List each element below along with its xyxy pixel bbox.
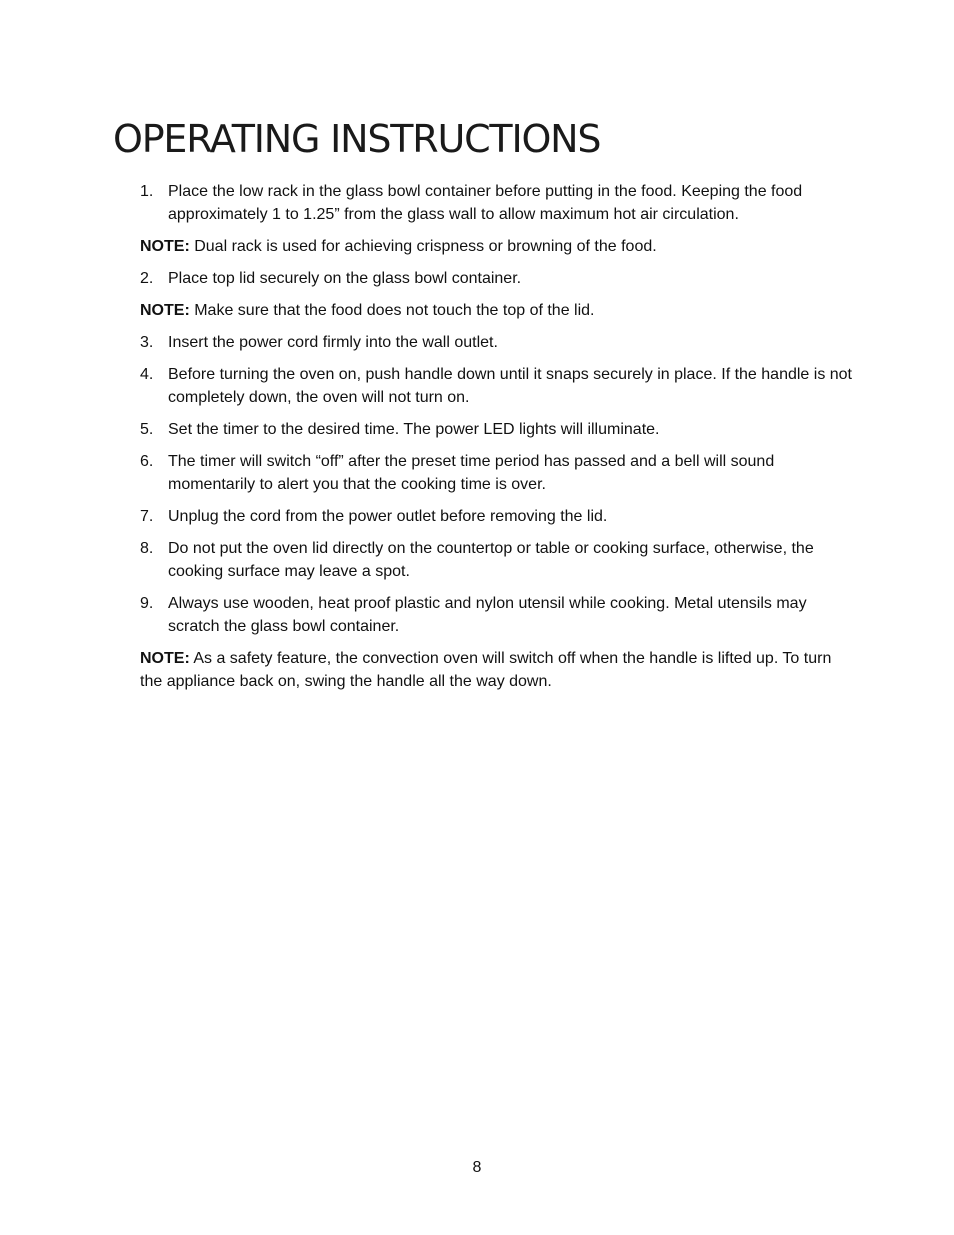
list-item	[140, 450, 855, 496]
item-number: 1.	[140, 183, 154, 200]
item-text: Place the low rack in the glass bowl container before putting in the food. Keeping the food approximately 1 to 1.25” from the glass wall to allow maximum hot air circulation.	[168, 183, 803, 223]
item-text: Always use wooden, heat proof plastic and nylon utensil while cooking. Metal utensils may scratch the glass bowl container.	[168, 595, 807, 635]
list-item	[140, 363, 855, 409]
note	[140, 235, 855, 258]
note	[140, 647, 855, 693]
item-number: 3.	[140, 334, 154, 351]
list-item	[140, 180, 855, 226]
item-number: 6.	[140, 453, 154, 470]
item-number: 8.	[140, 540, 154, 557]
note-text: Make sure that the food does not touch the top of the lid.	[189, 302, 595, 319]
note	[140, 299, 855, 322]
item-text: Do not put the oven lid directly on the countertop or table or cooking surface, otherwise, the cooking surface may leave a spot.	[168, 540, 814, 580]
list-item	[140, 537, 855, 583]
note-text: Dual rack is used for achieving crispness or browning of the food.	[189, 238, 657, 255]
list-item	[140, 505, 855, 528]
item-number: 5.	[140, 421, 154, 438]
list-item	[140, 267, 855, 290]
note-label: NOTE:	[140, 238, 190, 255]
item-number: 2.	[140, 270, 154, 287]
item-number: 7.	[140, 508, 154, 525]
list-item	[140, 331, 855, 354]
page-number: 8	[472, 1159, 482, 1176]
list-item	[140, 592, 855, 638]
note-text: As a safety feature, the convection oven will switch off when the handle is lifted up. To turn the appliance back on, swing the handle all the way down.	[140, 650, 832, 690]
note-label: NOTE:	[140, 650, 190, 667]
item-number: 9.	[140, 595, 154, 612]
item-text: Before turning the oven on, push handle down until it snaps securely in place. If the handle is not completely down, the oven will not turn on.	[168, 366, 852, 406]
note-label: NOTE:	[140, 302, 190, 319]
page-title: OPERATING INSTRUCTIONS	[113, 117, 601, 161]
item-text: The timer will switch “off” after the preset time period has passed and a bell will sound momentarily to alert you that the cooking time is over.	[168, 453, 775, 493]
list-item	[140, 418, 855, 441]
item-text: Insert the power cord firmly into the wall outlet.	[168, 334, 498, 351]
instructions-list	[140, 180, 855, 702]
item-number: 4.	[140, 366, 154, 383]
item-text: Set the timer to the desired time. The power LED lights will illuminate.	[168, 421, 660, 438]
item-text: Place top lid securely on the glass bowl container.	[168, 270, 522, 287]
item-text: Unplug the cord from the power outlet before removing the lid.	[168, 508, 608, 525]
